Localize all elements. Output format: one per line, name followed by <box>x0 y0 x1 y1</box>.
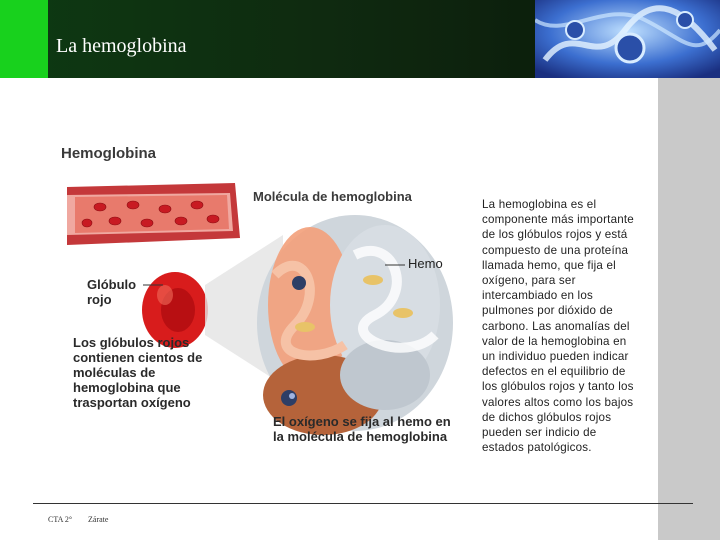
molecule-label: Molécula de hemoglobina <box>253 189 412 204</box>
footer-divider <box>33 503 693 504</box>
hemo-label: Hemo <box>408 256 443 271</box>
footer-course: CTA 2° <box>48 515 73 524</box>
hemoglobin-figure <box>55 135 645 475</box>
figure-heading: Hemoglobina <box>61 145 157 162</box>
slide-title: La hemoglobina <box>56 35 187 57</box>
right-gray-panel <box>658 78 720 540</box>
footer-author: Zárate <box>88 515 109 524</box>
oxygen-caption: El oxígeno se fija al hemo en la molécula de hemoglobina <box>273 414 451 444</box>
globules-caption: Los glóbulos rojos contienen cientos de moléculas de hemoglobina que trasportan oxígeno <box>73 335 203 410</box>
cells-image <box>535 0 720 78</box>
hemoglobin-description: La hemoglobina es el componente más importante de los glóbulos rojos y está compuesto de una proteína llamada hemo, que fija el oxígeno, para ser intercambiado en los pulmones por dióxido de carbono. Las anomalías del valor de la hemoglobina en un individuo pueden indicar defectos en el equilibrio de los glóbulos rojos y tanto los valores altos como los bajos de dichos glóbulos rojos pueden ser indicio de estados patológicos. <box>482 198 634 455</box>
blood-vessel-image <box>67 183 240 245</box>
red-cell-label: Glóbulo rojo <box>87 277 137 307</box>
header-accent-block <box>0 0 48 78</box>
